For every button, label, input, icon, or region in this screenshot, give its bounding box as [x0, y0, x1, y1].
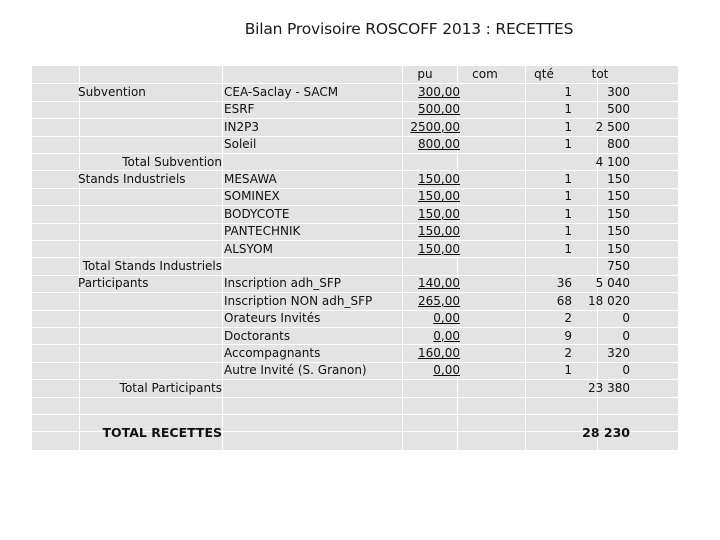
row-quantity: 1: [564, 137, 572, 152]
row-unit-price: 800,00: [418, 137, 460, 152]
row-quantity: 1: [564, 189, 572, 204]
row-item: BODYCOTE: [224, 206, 290, 221]
row-category: Stands Industriels: [78, 172, 186, 186]
row-unit-price: 0,00: [433, 328, 460, 343]
row-unit-price: 150,00: [418, 206, 460, 221]
row-total: 150: [607, 172, 630, 186]
row-total: 150: [607, 189, 630, 204]
row-total: 300: [607, 85, 630, 99]
row-total: 800: [607, 137, 630, 152]
row-total: 150: [607, 224, 630, 239]
row-quantity: 1: [564, 363, 572, 378]
row-quantity: 1: [564, 241, 572, 256]
row-total-label: Total Stands Industriels: [82, 259, 222, 273]
header-pu: pu: [417, 67, 433, 81]
row-quantity: 1: [564, 224, 572, 239]
row-unit-price: 150,00: [418, 189, 460, 204]
row-item: Accompagnants: [224, 346, 321, 360]
row-total-label: Total Subvention: [122, 154, 222, 169]
row-divider: [32, 414, 678, 415]
row-item: ESRF: [224, 102, 255, 117]
row-item: IN2P3: [224, 119, 260, 134]
row-quantity: 68: [556, 293, 572, 308]
row-item: ALSYOM: [224, 241, 273, 256]
row-item: Orateurs Invités: [224, 311, 321, 326]
row-item: Autre Invité (S. Granon): [224, 363, 367, 378]
row-quantity: 1: [564, 85, 572, 99]
row-total: 4 100: [595, 154, 630, 169]
header-com: com: [472, 67, 498, 81]
row-unit-price: 150,00: [418, 241, 460, 256]
row-quantity: 2: [564, 311, 572, 326]
row-unit-price: 265,00: [418, 293, 460, 308]
row-total: 0: [622, 363, 630, 378]
row-total: 320: [607, 346, 630, 360]
row-total: 5 040: [595, 276, 630, 291]
row-divider: [32, 397, 678, 398]
row-quantity: 1: [564, 102, 572, 117]
row-unit-price: 140,00: [418, 276, 460, 291]
row-total: 750: [607, 259, 630, 273]
row-item: CEA-Saclay - SACM: [224, 85, 339, 99]
row-category: Participants: [78, 276, 149, 291]
header-tot: tot: [591, 67, 609, 81]
row-item: Inscription adh_SFP: [224, 276, 342, 291]
grand-total-label: TOTAL RECETTES: [102, 425, 222, 441]
row-quantity: 36: [556, 276, 572, 291]
row-total: 500: [607, 102, 630, 117]
row-quantity: 1: [564, 119, 572, 134]
row-unit-price: 150,00: [418, 172, 460, 186]
page-title: Bilan Provisoire ROSCOFF 2013 : RECETTES: [244, 20, 574, 38]
row-item: Soleil: [224, 137, 257, 152]
row-quantity: 2: [564, 346, 572, 360]
row-quantity: 1: [564, 206, 572, 221]
row-total: 0: [622, 328, 630, 343]
row-quantity: 9: [564, 328, 572, 343]
row-total: 0: [622, 311, 630, 326]
row-unit-price: 300,00: [418, 85, 460, 99]
row-item: PANTECHNIK: [224, 224, 301, 239]
row-unit-price: 160,00: [418, 346, 460, 360]
row-item: MESAWA: [224, 172, 277, 186]
row-unit-price: 150,00: [418, 224, 460, 239]
row-total-label: Total Participants: [119, 380, 222, 395]
row-unit-price: 0,00: [433, 363, 460, 378]
row-total: 2 500: [595, 119, 630, 134]
row-total: 23 380: [588, 380, 630, 395]
row-unit-price: 2500,00: [410, 119, 460, 134]
row-item: SOMINEX: [224, 189, 280, 204]
row-category: Subvention: [78, 85, 146, 99]
row-unit-price: 500,00: [418, 102, 460, 117]
row-item: Inscription NON adh_SFP: [224, 293, 373, 308]
row-total: 150: [607, 206, 630, 221]
row-unit-price: 0,00: [433, 311, 460, 326]
row-quantity: 1: [564, 172, 572, 186]
row-total: 150: [607, 241, 630, 256]
row-item: Doctorants: [224, 328, 291, 343]
header-qte: qté: [534, 67, 554, 81]
row-total: 18 020: [588, 293, 630, 308]
grand-total-value: 28 230: [582, 425, 630, 441]
